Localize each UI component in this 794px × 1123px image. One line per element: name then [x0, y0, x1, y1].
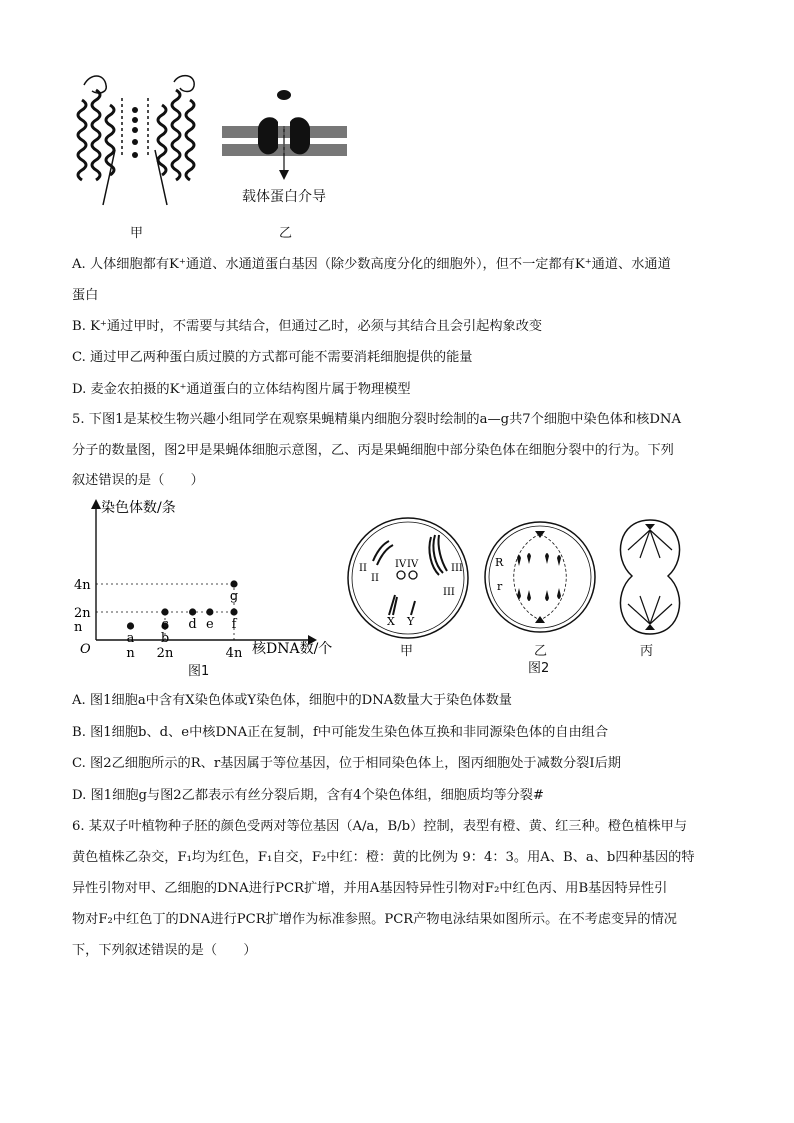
q4-option-d: D. 麦金农拍摄的K⁺通道蛋白的立体结构图片属于物理模型 — [72, 382, 411, 397]
q5-stem-line1: 5. 下图1是某校生物兴趣小组同学在观察果蝇精巢内细胞分裂时绘制的a—g共7个细胞中染色体和核DNA — [72, 412, 681, 427]
figure-label-jia: 甲 — [130, 226, 144, 241]
q5-option-c: C. 图2乙细胞所示的R、r基因属于等位基因，位于相同染色体上，图丙细胞处于减数分裂I后期 — [72, 756, 621, 771]
y-tick-label: 2n — [74, 606, 91, 621]
data-point-label-e: e — [205, 617, 214, 632]
q5-option-a: A. 图1细胞a中含有X染色体或Y染色体，细胞中的DNA数量大于染色体数量 — [72, 693, 512, 708]
chrom-label-IV-b: IV — [407, 559, 419, 570]
x-tick-label: 4n — [225, 646, 243, 661]
q6-stem-line3: 异性引物对甲、乙细胞的DNA进行PCR扩增，并用A基因特异性引物对F₂中红色丙、用B基因特异性引 — [72, 881, 668, 896]
figure1-caption: 图1 — [188, 664, 210, 679]
chrom-label-Y: Y — [407, 615, 415, 628]
gene-label-r: r — [497, 580, 503, 593]
y-axis-arrow — [91, 499, 101, 509]
figure-label-yi: 乙 — [279, 226, 293, 241]
figure1-chart — [70, 495, 345, 680]
gene-label-R: R — [495, 556, 504, 569]
q5-option-b: B. 图1细胞b、d、e中核DNA正在复制，f中可能发生染色体互换和非同源染色体的自由组合 — [72, 725, 609, 740]
y-tick-label: n — [74, 620, 83, 635]
chrom-label-III: III — [451, 563, 463, 574]
chrom-label-IV: IV — [395, 559, 407, 570]
figure2-label-bing: 丙 — [640, 644, 654, 659]
data-point-label-a: a — [126, 631, 135, 646]
figure2-label-yi: 乙 — [534, 644, 548, 659]
carrier-mediated-label: 载体蛋白介导 — [242, 189, 326, 205]
figure2-caption: 图2 — [528, 661, 550, 676]
data-point-label-f: f — [231, 617, 237, 632]
chrom-label-II: II — [359, 563, 367, 574]
data-point-label-g: g — [229, 589, 239, 604]
x-tick-label: 2n — [156, 646, 174, 661]
x-axis-label: 核DNA数/个 — [252, 641, 333, 657]
data-point-c — [161, 608, 168, 615]
y-tick-label: 4n — [74, 578, 91, 593]
figure2-cell-jia — [345, 515, 471, 641]
q5-stem-line3: 叙述错误的是（ ） — [72, 473, 204, 488]
figure2-cell-bing — [610, 518, 690, 638]
x-tick-label: n — [126, 646, 135, 661]
data-point-e — [206, 608, 213, 615]
figure2-cell-yi — [483, 520, 598, 635]
q6-stem-line1: 6. 某双子叶植物种子胚的颜色受两对等位基因（A/a，B/b）控制，表型有橙、黄、红三种。橙色植株甲与 — [72, 819, 688, 834]
data-point-label-b: b — [160, 631, 170, 646]
data-point-g — [230, 580, 237, 587]
carrier-protein-figure — [222, 86, 347, 186]
figure2-label-jia: 甲 — [400, 644, 414, 659]
q6-stem-line2: 黄色植株乙杂交，F₁均为红色，F₁自交，F₂中红：橙：黄的比例为 9：4：3。用A、B、a、b四种基因的特 — [72, 850, 695, 865]
channel-protein-figure — [70, 70, 210, 215]
origin-label: O — [80, 642, 91, 657]
data-point-label-c: c — [161, 617, 169, 632]
q4-option-b: B. K⁺通过甲时，不需要与其结合，但通过乙时，必须与其结合且会引起构象改变 — [72, 319, 543, 334]
chrom-label-II-b: II — [371, 573, 379, 584]
q5-stem-line2: 分子的数量图，图2甲是果蝇体细胞示意图，乙、丙是果蝇细胞中部分染色体在细胞分裂中的行为。下列 — [72, 443, 674, 458]
chrom-label-X: X — [387, 615, 395, 628]
data-point-label-d: d — [188, 617, 197, 632]
q4-option-a-line1: A. 人体细胞都有K⁺通道、水通道蛋白基因（除少数高度分化的细胞外），但不一定都有K⁺通道、水通道 — [72, 257, 671, 272]
q5-option-d: D. 图1细胞g与图2乙都表示有丝分裂后期，含有4个染色体组，细胞质均等分裂# — [72, 788, 544, 803]
q4-option-c: C. 通过甲乙两种蛋白质过膜的方式都可能不需要消耗细胞提供的能量 — [72, 350, 473, 365]
chrom-label-III-b: III — [443, 587, 455, 598]
data-point-d — [189, 608, 196, 615]
data-point-a — [127, 622, 134, 629]
q6-stem-line5: 下，下列叙述错误的是（ ） — [72, 943, 257, 958]
q6-stem-line4: 物对F₂中红色丁的DNA进行PCR扩增作为标准参照。PCR产物电泳结果如图所示。在不考虑变异的情况 — [72, 912, 677, 927]
data-point-f — [230, 608, 237, 615]
q4-option-a-line2: 蛋白 — [72, 288, 99, 303]
y-axis-label: 染色体数/条 — [101, 500, 176, 516]
